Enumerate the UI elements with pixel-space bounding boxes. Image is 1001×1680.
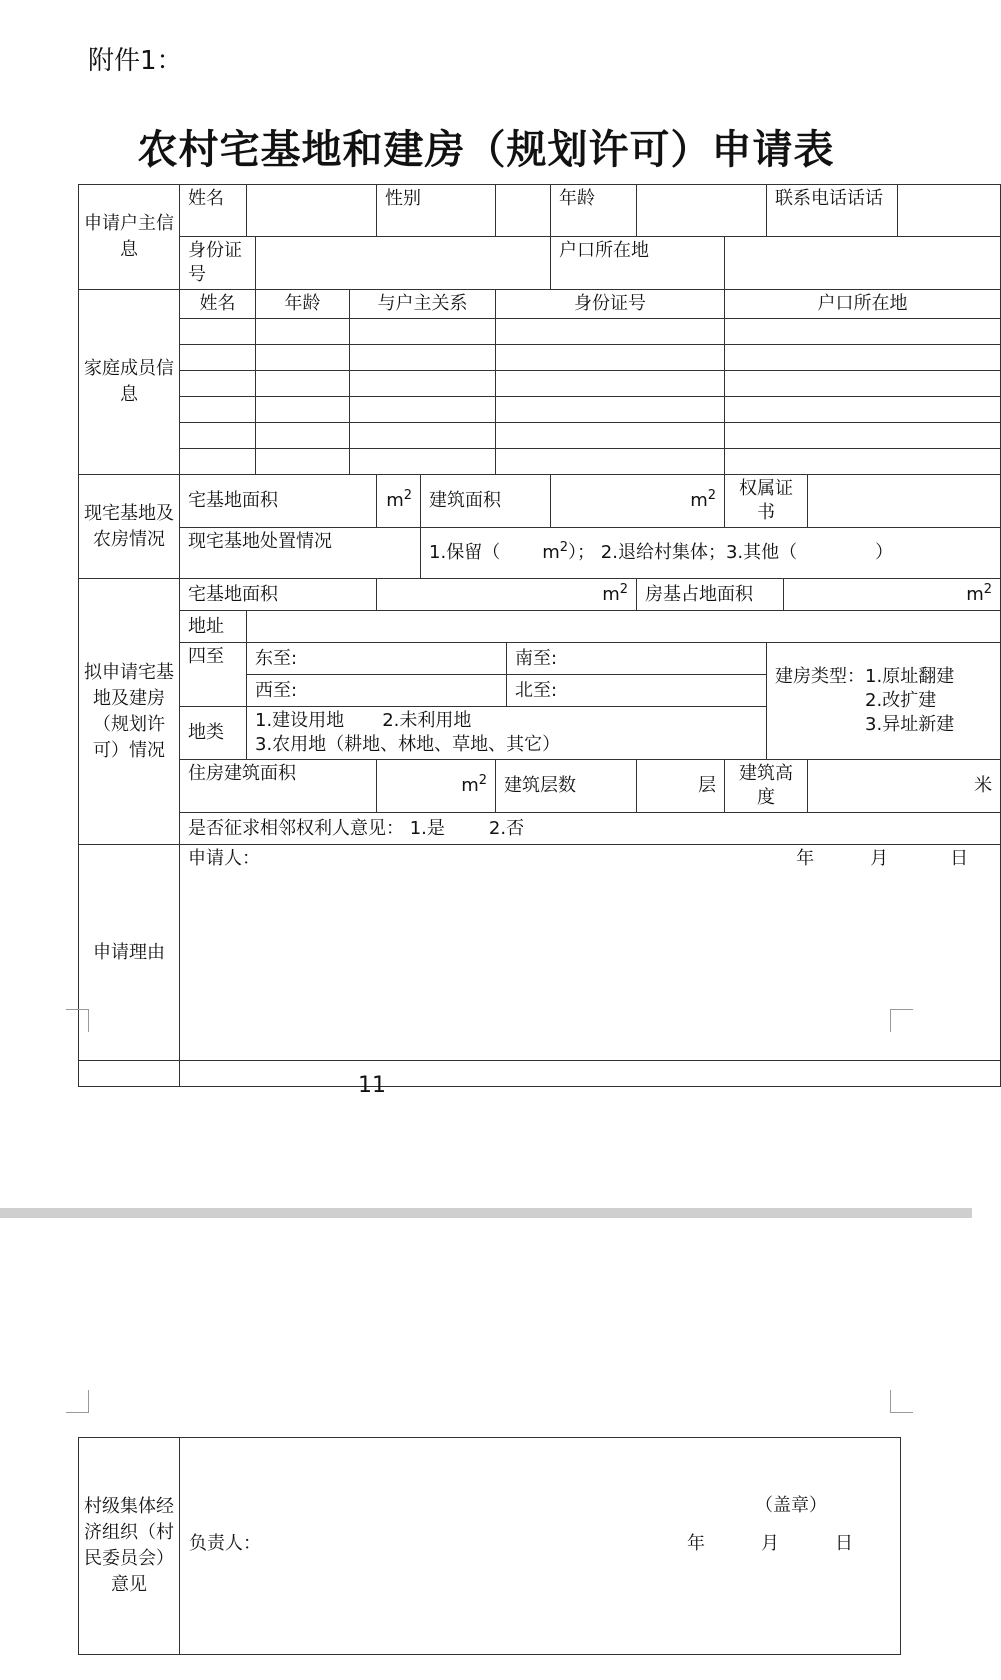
unit-m: m	[602, 583, 620, 605]
neighbor-option-yes[interactable]: 1.是	[409, 817, 445, 839]
family-header-age: 年龄	[256, 290, 350, 319]
applicant-gender-field[interactable]	[496, 185, 551, 237]
build-type-option-expand[interactable]: 2.改扩建	[865, 690, 937, 711]
family-cell-hukou[interactable]	[725, 371, 1001, 397]
current-disposal-label: 现宅基地处置情况	[180, 528, 421, 579]
family-cell-id[interactable]	[496, 319, 725, 345]
village-opinion-field[interactable]	[180, 1438, 901, 1655]
unit-sup: 2	[707, 488, 717, 503]
height-field[interactable]	[808, 760, 1001, 813]
applicant-age-field[interactable]	[637, 185, 767, 237]
family-cell-relation[interactable]	[350, 423, 496, 449]
crop-mark	[66, 1390, 89, 1413]
unit-m: m	[461, 775, 479, 796]
land-type-label: 地类	[180, 707, 247, 760]
family-cell-id[interactable]	[496, 345, 725, 371]
family-cell-age[interactable]	[256, 371, 350, 397]
proposed-homestead-label: 拟申请宅基地及建房（规划许可）情况	[79, 579, 180, 845]
build-type-cell	[767, 643, 1001, 760]
crop-mark	[890, 1009, 913, 1032]
proposed-homestead-area-field[interactable]	[377, 579, 637, 611]
family-cell-hukou[interactable]	[725, 449, 1001, 475]
applicant-name-label: 姓名	[180, 185, 247, 237]
boundary-south[interactable]: 南至:	[507, 643, 767, 675]
family-header-name: 姓名	[180, 290, 256, 319]
boundary-north[interactable]: 北至:	[507, 675, 767, 707]
unit-m: m	[966, 583, 984, 605]
village-opinion-table	[78, 1437, 901, 1655]
village-seal: （盖章）	[755, 1495, 827, 1516]
proposed-boundaries-label: 四至	[180, 643, 247, 707]
family-row	[79, 345, 1001, 371]
applicant-id-label: 身份证号	[180, 237, 256, 290]
family-cell-age[interactable]	[256, 345, 350, 371]
current-cert-field[interactable]	[808, 475, 1001, 528]
family-row	[79, 319, 1001, 345]
family-cell-name[interactable]	[180, 449, 256, 475]
current-disposal-options	[421, 528, 1001, 579]
unit-sup: 2	[559, 540, 569, 555]
family-row	[79, 423, 1001, 449]
housing-area-field[interactable]	[377, 760, 496, 813]
current-cert-label: 权属证书	[725, 475, 808, 528]
village-opinion-label: 村级集体经济组织（村民委员会）意见	[79, 1438, 180, 1655]
current-building-area-field[interactable]	[551, 475, 725, 528]
family-cell-id[interactable]	[496, 423, 725, 449]
family-cell-hukou[interactable]	[725, 423, 1001, 449]
crop-mark	[890, 1390, 913, 1413]
applicant-age-label: 年龄	[551, 185, 637, 237]
floors-label: 建筑层数	[496, 760, 637, 813]
boundary-east[interactable]: 东至:	[247, 643, 507, 675]
family-header-id: 身份证号	[496, 290, 725, 319]
reason-field[interactable]	[180, 845, 1001, 1061]
family-cell-name[interactable]	[180, 371, 256, 397]
family-cell-hukou[interactable]	[725, 319, 1001, 345]
proposed-homestead-area-label: 宅基地面积	[180, 579, 377, 611]
current-homestead-area-field[interactable]	[377, 475, 421, 528]
housing-area-label: 住房建筑面积	[180, 760, 377, 813]
applicant-info-label: 申请户主信息	[79, 185, 180, 290]
family-header-relation: 与户主关系	[350, 290, 496, 319]
current-homestead-area-label: 宅基地面积	[180, 475, 377, 528]
family-info-label: 家庭成员信息	[79, 290, 180, 475]
family-cell-age[interactable]	[256, 449, 350, 475]
family-cell-name[interactable]	[180, 423, 256, 449]
reason-date-month: 月	[870, 848, 889, 869]
reason-label-continued	[79, 1061, 180, 1087]
applicant-signature-label: 申请人：	[188, 848, 260, 869]
neighbor-option-no[interactable]: 2.否	[488, 817, 525, 839]
build-type-option-rebuild[interactable]: 1.原址翻建	[865, 666, 955, 687]
land-type-option-unused[interactable]: 2.未利用地	[382, 710, 472, 731]
floors-unit: 层	[698, 775, 717, 796]
current-homestead-label: 现宅基地及农房情况	[79, 475, 180, 579]
proposed-footprint-label: 房基占地面积	[637, 579, 784, 611]
family-header-hukou: 户口所在地	[725, 290, 1001, 319]
reason-date-day: 日	[950, 848, 969, 869]
disposal-option-other-close: ）	[875, 542, 894, 563]
family-row	[79, 371, 1001, 397]
unit-m: m	[542, 542, 560, 563]
unit-m: m	[690, 490, 708, 511]
current-building-area-label: 建筑面积	[421, 475, 551, 528]
family-cell-relation[interactable]	[350, 345, 496, 371]
family-cell-name[interactable]	[180, 345, 256, 371]
applicant-id-field[interactable]	[256, 237, 551, 290]
proposed-footprint-field[interactable]	[784, 579, 1001, 611]
family-cell-relation[interactable]	[350, 449, 496, 475]
family-cell-age[interactable]	[256, 319, 350, 345]
crop-mark	[66, 1009, 89, 1032]
village-responsible-label: 负责人：	[189, 1533, 261, 1554]
family-cell-age[interactable]	[256, 397, 350, 423]
neighbor-consult-row	[180, 813, 1001, 845]
reason-date-year: 年	[796, 848, 815, 869]
family-cell-age[interactable]	[256, 423, 350, 449]
disposal-option-return[interactable]: 2.退给村集体；	[600, 542, 726, 563]
unit-sup: 2	[619, 581, 629, 597]
applicant-name-field[interactable]	[247, 185, 377, 237]
family-cell-id[interactable]	[496, 371, 725, 397]
family-cell-relation[interactable]	[350, 397, 496, 423]
unit-sup: 2	[403, 488, 413, 503]
reason-field-continued[interactable]	[180, 1061, 1001, 1087]
boundary-west[interactable]: 西至:	[247, 675, 507, 707]
page-number: 11	[358, 1073, 386, 1098]
applicant-hukou-label: 户口所在地	[551, 237, 725, 290]
family-row	[79, 397, 1001, 423]
height-label: 建筑高度	[725, 760, 808, 813]
build-type-label: 建房类型：	[775, 666, 866, 687]
disposal-option-keep-close: ）；	[568, 542, 596, 563]
reason-label: 申请理由	[79, 845, 180, 1061]
applicant-phone-field[interactable]	[898, 185, 1001, 237]
land-type-option-construction[interactable]: 1.建设用地	[255, 710, 345, 731]
proposed-address-label: 地址	[180, 611, 247, 643]
floors-field[interactable]	[637, 760, 725, 813]
disposal-option-other[interactable]: 3.其他（	[725, 542, 798, 563]
village-date-year: 年	[687, 1533, 705, 1554]
page-title: 农村宅基地和建房（规划许可）申请表	[137, 127, 835, 173]
proposed-address-field[interactable]	[247, 611, 1001, 643]
land-type-option-agricultural[interactable]: 3.农用地（耕地、林地、草地、其它）	[255, 734, 561, 755]
family-cell-name[interactable]	[180, 397, 256, 423]
attachment-label: 附件1：	[88, 46, 183, 76]
family-row	[79, 449, 1001, 475]
unit-sup: 2	[478, 773, 488, 788]
applicant-hukou-field[interactable]	[725, 237, 1001, 290]
family-cell-id[interactable]	[496, 397, 725, 423]
applicant-phone-label: 联系电话话话	[767, 185, 898, 237]
family-cell-id[interactable]	[496, 449, 725, 475]
application-form-table	[78, 184, 1001, 1087]
neighbor-consult-label: 是否征求相邻权利人意见：	[188, 817, 404, 839]
land-type-options	[247, 707, 767, 760]
family-cell-hukou[interactable]	[725, 345, 1001, 371]
page-separator	[0, 1208, 972, 1218]
family-cell-hukou[interactable]	[725, 397, 1001, 423]
family-cell-relation[interactable]	[350, 371, 496, 397]
applicant-gender-label: 性别	[377, 185, 496, 237]
family-cell-relation[interactable]	[350, 319, 496, 345]
build-type-option-new-site[interactable]: 3.异址新建	[865, 714, 955, 735]
disposal-option-keep[interactable]: 1.保留（	[429, 542, 501, 563]
unit-sup: 2	[983, 581, 993, 597]
height-unit: 米	[974, 775, 993, 796]
unit-m: m	[386, 490, 404, 511]
family-cell-name[interactable]	[180, 319, 256, 345]
village-date-day: 日	[835, 1533, 853, 1554]
village-date-month: 月	[761, 1533, 779, 1554]
